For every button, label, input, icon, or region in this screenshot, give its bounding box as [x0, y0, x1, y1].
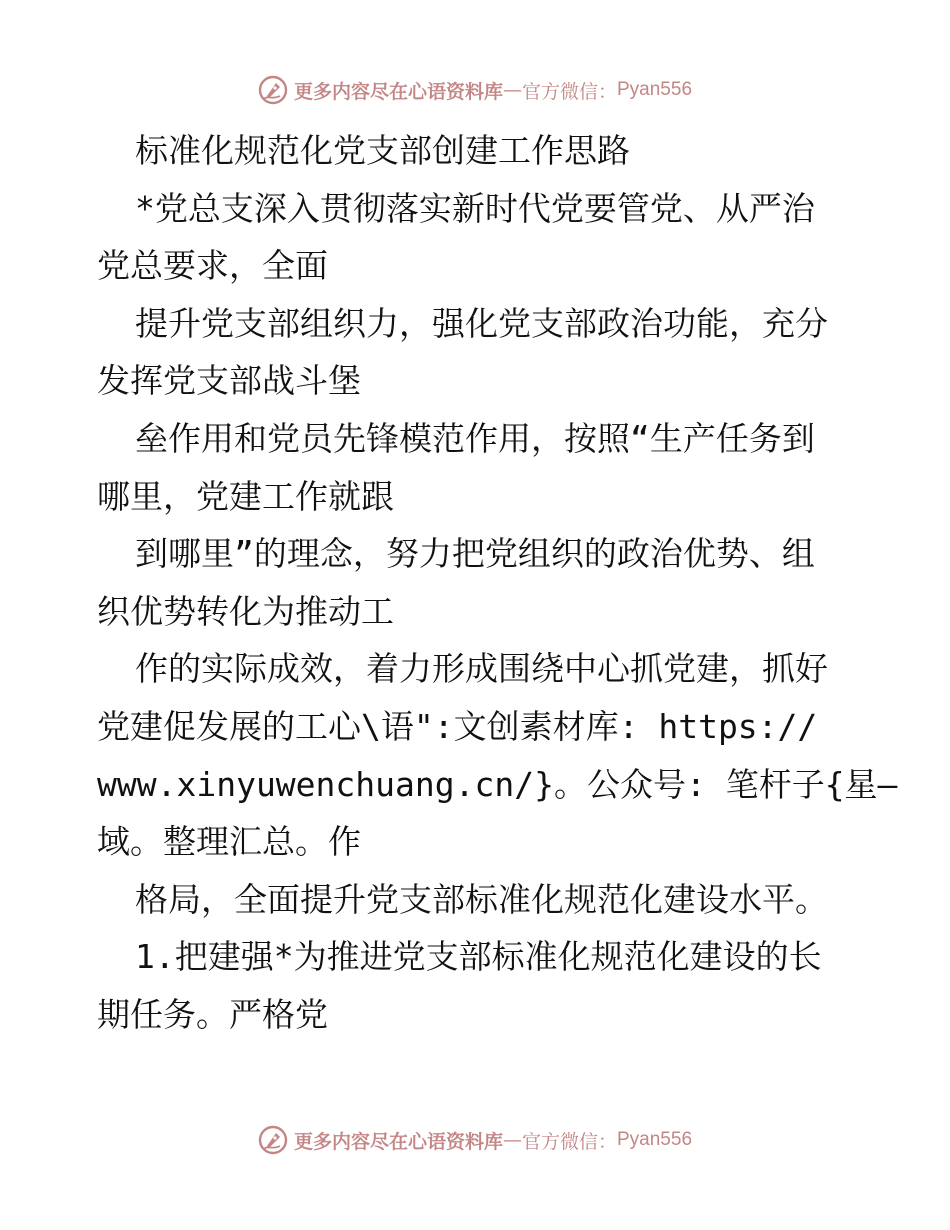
footer-banner [0, 1120, 950, 1160]
text-line: 域。整理汇总。作 [97, 822, 361, 862]
banner-separator: — [502, 1129, 522, 1151]
text-line: 标准化规范化党支部创建工作思路 [135, 131, 630, 170]
banner-wechat-id: Pyan556 [617, 79, 693, 100]
text-line: *党总支深入贯彻落实新时代党要管党、从严治 [135, 188, 815, 228]
text-line: 提升党支部组织力，强化党支部政治功能，充分 [135, 303, 828, 343]
text-line: 发挥党支部战斗堡 [97, 361, 361, 401]
banner-wechat-label: 官方微信： [521, 1130, 617, 1153]
header-banner [0, 70, 950, 110]
text-line: 到哪里”的理念，努力把党组织的政治优势、组 [135, 534, 815, 574]
pen-nib-circle-icon [258, 1125, 288, 1155]
text-line: 垒作用和党员先锋模范作用，按照“生产任务到 [135, 418, 815, 458]
text-line: www.xinyuwenchuang.cn/}。公众号: 笔杆子{星— [97, 764, 898, 804]
text-line: 格局，全面提升党支部标准化规范化建设水平。 [135, 879, 828, 919]
text-line: 织优势转化为推动工 [97, 591, 394, 631]
text-line: 哪里，党建工作就跟 [97, 476, 394, 516]
banner-separator: — [502, 79, 522, 101]
document-body [97, 122, 898, 1044]
text-line: 1.把建强*为推进党支部标准化规范化建设的长 [135, 937, 822, 977]
banner-main-text: 更多内容尽在心语资料库 [293, 1130, 503, 1153]
pen-nib-circle-icon [258, 75, 288, 105]
banner-main-text: 更多内容尽在心语资料库 [293, 80, 503, 103]
text-line: 党建促发展的工心\语":文创素材库: https:// [97, 706, 818, 746]
text-line: 党总要求，全面 [97, 246, 328, 286]
text-line: 作的实际成效，着力形成围绕中心抓党建，抓好 [135, 649, 828, 689]
banner-wechat-id: Pyan556 [617, 1129, 693, 1150]
text-line: 期任务。严格党 [97, 994, 328, 1034]
banner-wechat-label: 官方微信： [521, 80, 617, 103]
